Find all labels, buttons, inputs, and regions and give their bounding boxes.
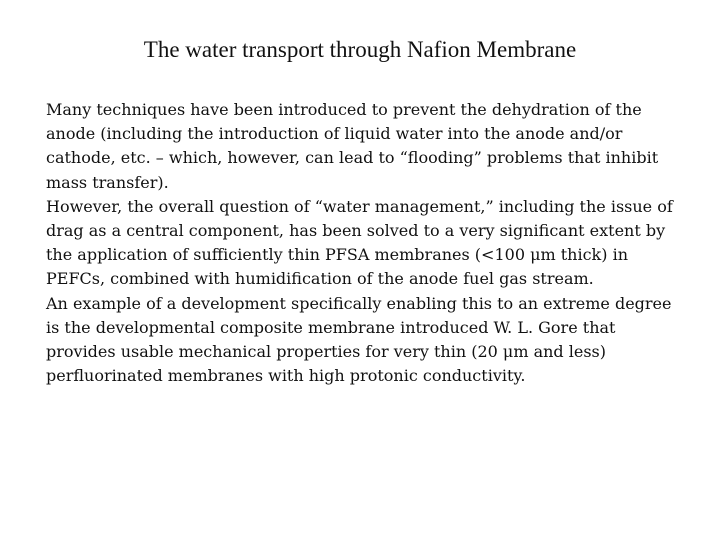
slide-title: The water transport through Nafion Membrane bbox=[143, 37, 577, 62]
paragraph-water-management: However, the overall question of “water management,” including the issue of drag as a central component, has been solved to a very significant extent by the application of sufficiently thin PFSA membranes (<100 μm thick) in PEFCs, combined with humidification of the anode fuel gas stream. bbox=[46, 196, 673, 289]
paragraph-gore-membrane: An example of a development specifically enabling this to an extreme degree is the developmental composite membrane introduced W. L. Gore that provides usable mechanical properties for very thin (20 μm and less) perfluorinated membranes with high protonic conductivity. bbox=[46, 293, 672, 386]
paragraph-dehydration: Many techniques have been introduced to prevent the dehydration of the anode (including the introduction of liquid water into the anode and/or cathode, etc. – which, however, can lead to “flooding” problems that inhibit mass transfer). bbox=[46, 100, 659, 192]
slide-body bbox=[46, 98, 686, 388]
